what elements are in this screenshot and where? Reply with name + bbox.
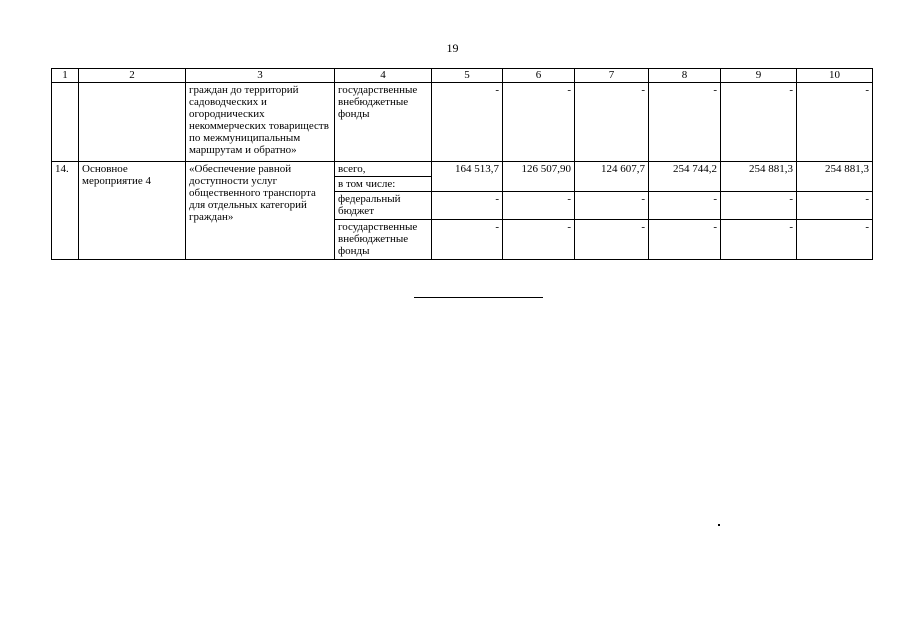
table-row	[52, 162, 873, 177]
value-cell: 126 507,90	[503, 162, 575, 192]
value-cell: -	[503, 83, 575, 162]
value-cell: -	[797, 220, 873, 260]
value-cell: 164 513,7	[432, 162, 503, 192]
value-cell: -	[432, 192, 503, 220]
header-row	[52, 69, 873, 83]
measure-name-cell: Основное мероприятие 4	[79, 162, 186, 260]
funding-source-cell: государственные внебюджетные фонды	[335, 83, 432, 162]
column-header: 4	[335, 69, 432, 83]
funding-source-cell: в том числе:	[335, 177, 432, 192]
page-number: 19	[446, 41, 459, 55]
value-cell: -	[575, 192, 649, 220]
column-header: 6	[503, 69, 575, 83]
funding-source-cell: всего,	[335, 162, 432, 177]
column-header: 3	[186, 69, 335, 83]
column-header: 2	[79, 69, 186, 83]
measure-description-cell: «Обеспечение равной доступности услуг общественного транспорта для отдельных категорий граждан»	[186, 162, 335, 260]
value-cell: 254 744,2	[649, 162, 721, 192]
column-header: 10	[797, 69, 873, 83]
value-cell: -	[721, 220, 797, 260]
value-cell: -	[649, 192, 721, 220]
value-cell: -	[649, 220, 721, 260]
value-cell: -	[797, 83, 873, 162]
value-cell: 254 881,3	[721, 162, 797, 192]
measure-name-cell	[79, 83, 186, 162]
funding-source-cell: федеральный бюджет	[335, 192, 432, 220]
end-separator-line	[414, 297, 543, 298]
budget-table	[51, 68, 873, 260]
table-row	[52, 83, 873, 162]
stray-mark	[718, 524, 720, 526]
row-number-cell: 14.	[52, 162, 79, 260]
value-cell: -	[649, 83, 721, 162]
column-header: 7	[575, 69, 649, 83]
value-cell: -	[432, 83, 503, 162]
value-cell: 254 881,3	[797, 162, 873, 192]
value-cell: -	[797, 192, 873, 220]
value-cell: -	[503, 192, 575, 220]
funding-source-cell: государственные внебюджетные фонды	[335, 220, 432, 260]
measure-description-cell: граждан до территорий садоводческих и огороднических некоммерческих товариществ по межмуниципальным маршрутам и обратно»	[186, 83, 335, 162]
value-cell: -	[721, 192, 797, 220]
value-cell: -	[575, 83, 649, 162]
value-cell: -	[721, 83, 797, 162]
column-header: 8	[649, 69, 721, 83]
row-number-cell	[52, 83, 79, 162]
value-cell: -	[575, 220, 649, 260]
value-cell: -	[432, 220, 503, 260]
column-header: 5	[432, 69, 503, 83]
column-header: 9	[721, 69, 797, 83]
value-cell: -	[503, 220, 575, 260]
column-header: 1	[52, 69, 79, 83]
value-cell: 124 607,7	[575, 162, 649, 192]
